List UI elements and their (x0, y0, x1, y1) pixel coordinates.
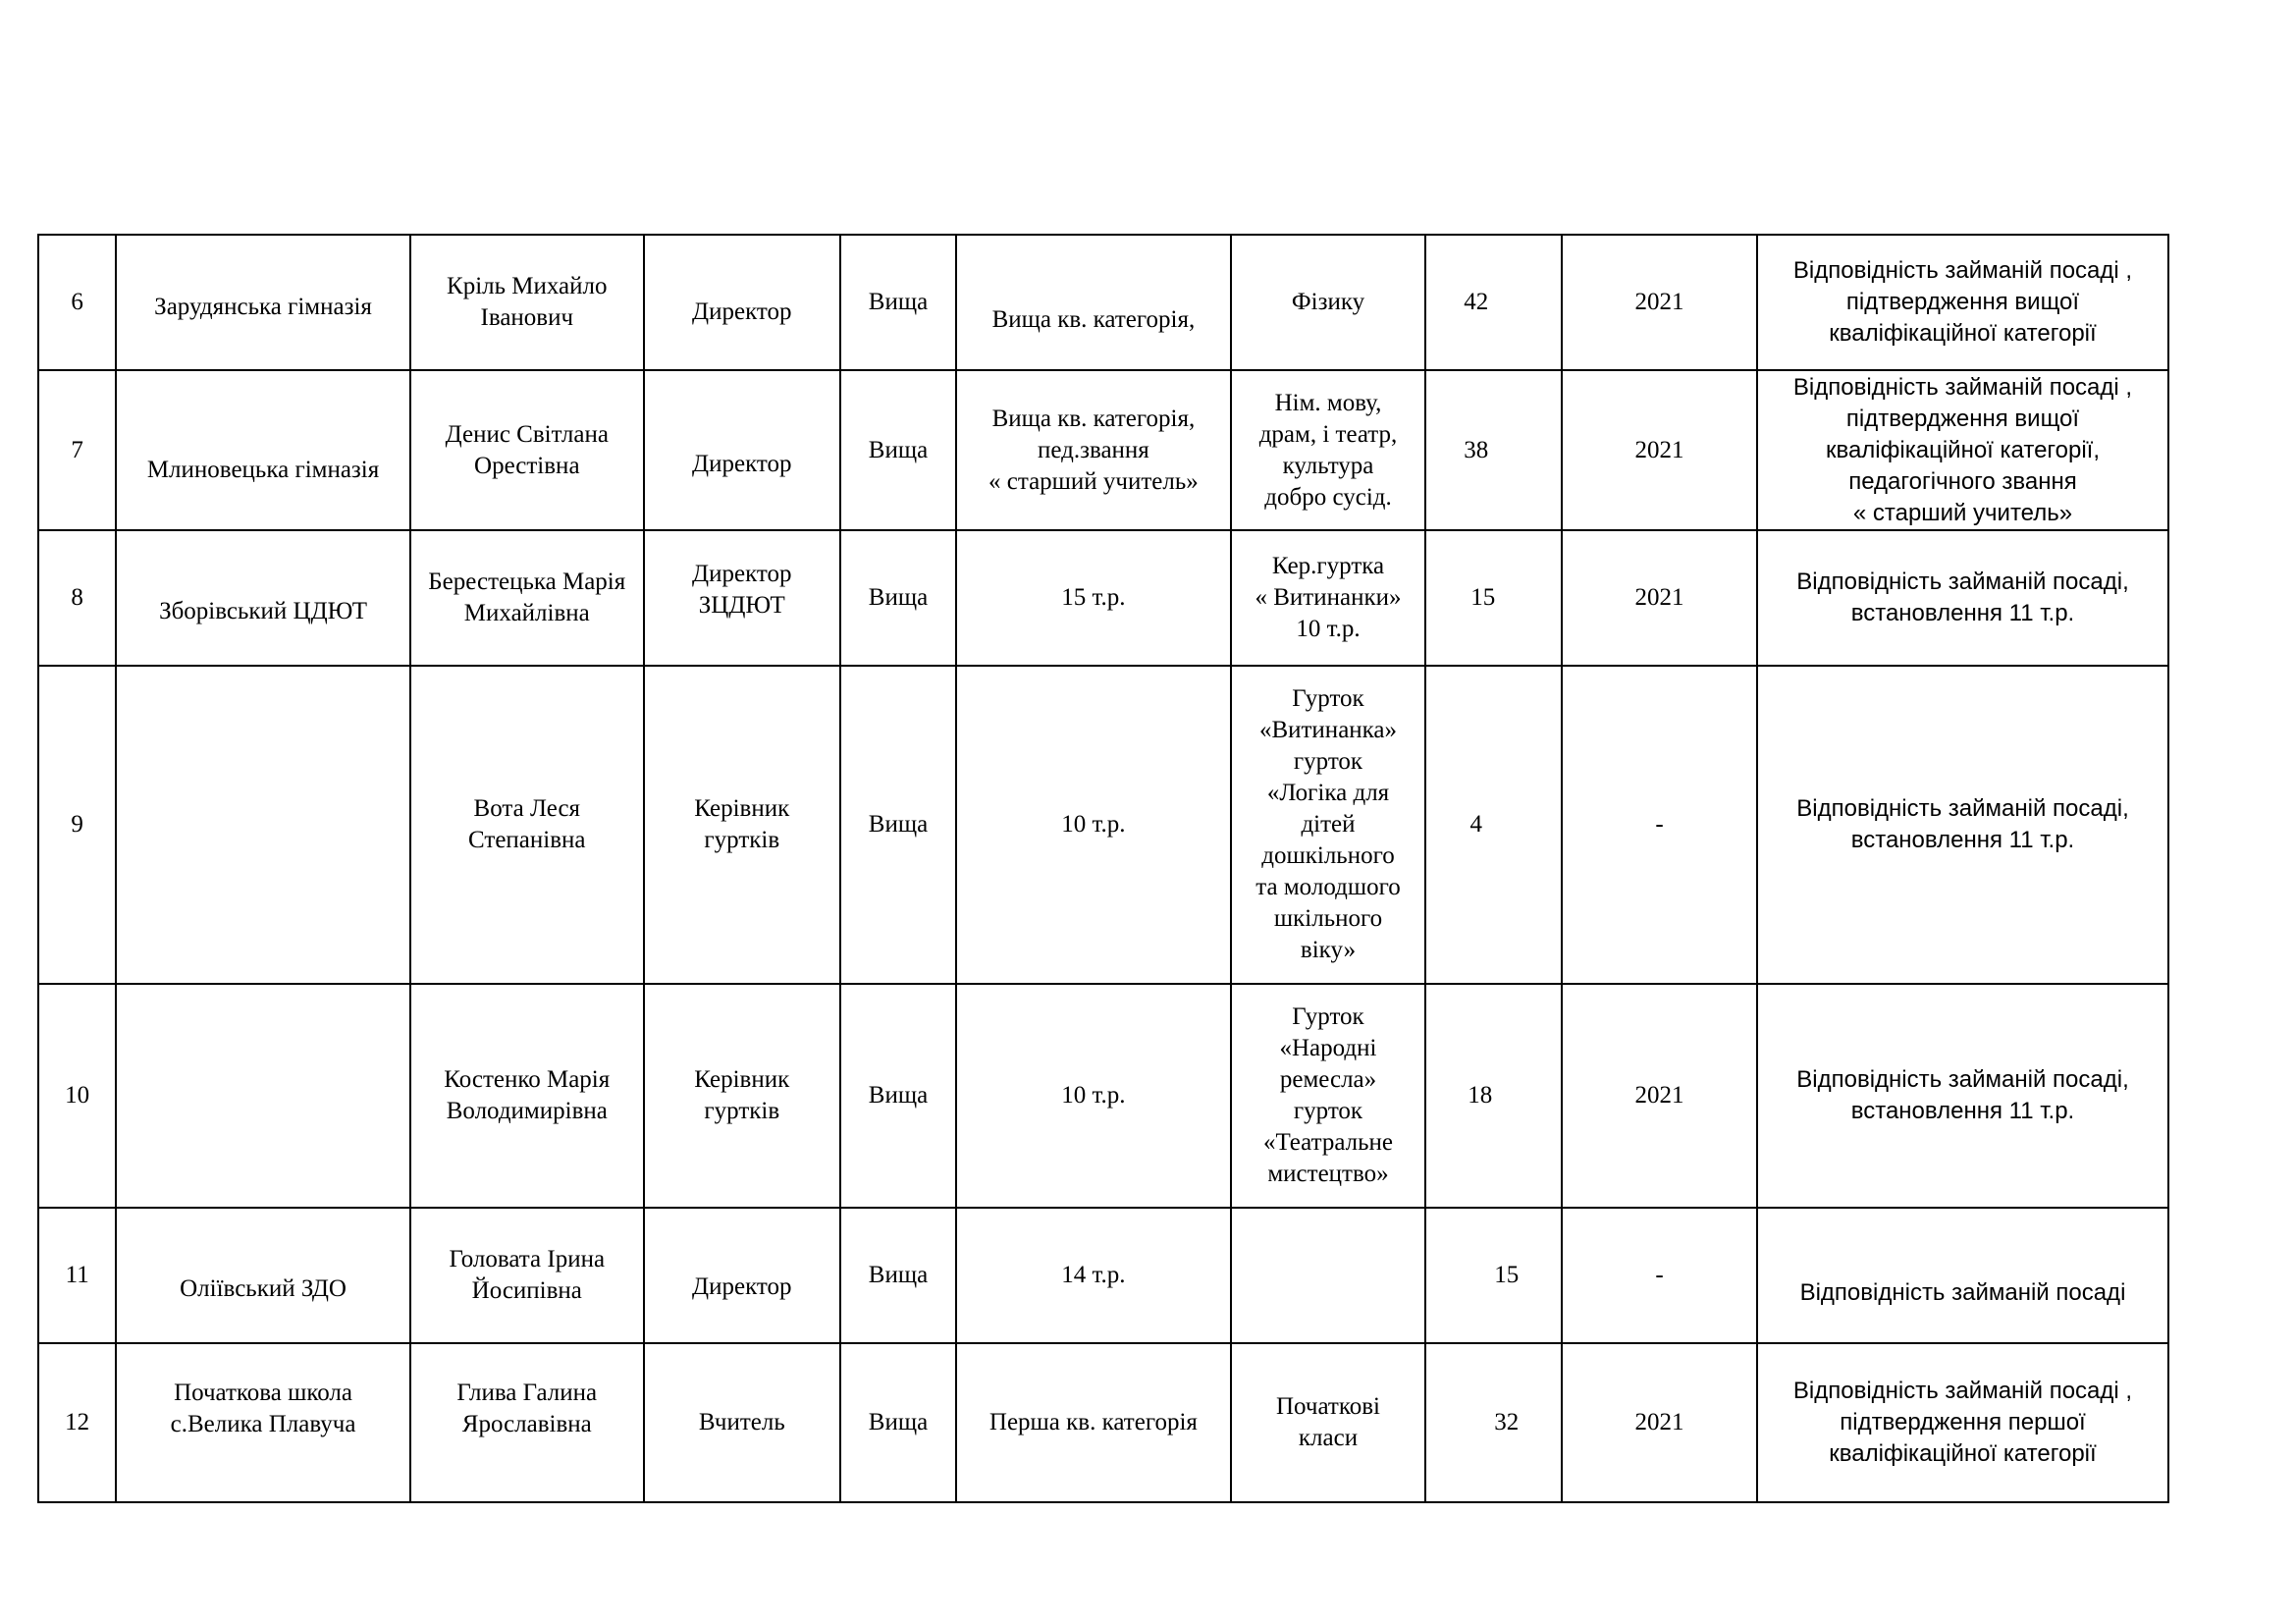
decision-line: підтвердження першої (1840, 1409, 2086, 1435)
subject-line: гурток (1293, 1098, 1363, 1124)
subject-line: гурток (1293, 748, 1363, 775)
category-cell: Перша кв. категорія (956, 1343, 1230, 1502)
category-cell (956, 370, 1230, 530)
decision-line: підтвердження вищої (1845, 289, 2080, 315)
name-cell: Кріль Михайло Іванович (410, 235, 644, 370)
category-line: Вища кв. категорія, (991, 405, 1196, 432)
row-number: 6 (38, 235, 116, 370)
experience-cell: 4 (1425, 666, 1562, 984)
subject-line: шкільного (1273, 905, 1383, 932)
subject-line: культура (1282, 452, 1374, 479)
education-cell: Вища (840, 984, 957, 1208)
position-cell: Директор (644, 370, 840, 530)
name-cell: Денис Світлана Орестівна (410, 370, 644, 530)
decision-cell (1757, 1343, 2168, 1502)
subject-cell: Фізику (1231, 235, 1426, 370)
decision-line: кваліфікаційної категорії, (1825, 436, 2101, 463)
subject-line: Нім. мову, (1274, 389, 1382, 416)
subject-cell (1231, 370, 1426, 530)
subject-line: «Театральне (1262, 1129, 1394, 1156)
table-row (38, 530, 2168, 666)
subject-line: « Витинанки» (1255, 584, 1402, 611)
decision-line: підтвердження вищої (1845, 405, 2080, 432)
subject-line: «Логіка для (1266, 780, 1390, 806)
name-cell: Вота Леся Степанівна (410, 666, 644, 984)
year-cell: 2021 (1562, 235, 1757, 370)
subject-line: 10 т.р. (1296, 616, 1361, 642)
year-cell: 2021 (1562, 370, 1757, 530)
row-number: 8 (38, 530, 116, 666)
table-row (38, 1208, 2168, 1343)
row-number: 10 (38, 984, 116, 1208)
position-cell: Вчитель (644, 1343, 840, 1502)
subject-line: «Народні (1279, 1035, 1377, 1061)
table-row (38, 1343, 2168, 1502)
institution-cell (116, 666, 409, 984)
year-cell: - (1562, 1208, 1757, 1343)
decision-cell (1757, 1208, 2168, 1343)
decision-line: Відповідність займаній посаді , (1792, 1378, 2133, 1404)
category-cell: 14 т.р. (956, 1208, 1230, 1343)
experience-cell: 42 (1425, 235, 1562, 370)
subject-line: та молодшого (1255, 874, 1401, 900)
year-cell: 2021 (1562, 1343, 1757, 1502)
position-cell: Керівник гуртків (644, 984, 840, 1208)
subject-line: дошкільного (1261, 842, 1395, 869)
education-cell: Вища (840, 666, 957, 984)
subject-line: Гурток (1292, 685, 1364, 712)
position-cell: Керівник гуртків (644, 666, 840, 984)
name-cell: Головата Ірина Йосипівна (410, 1208, 644, 1343)
subject-line: добро сусід. (1264, 483, 1392, 511)
decision-line: встановлення 11 т.р. (1850, 1098, 2075, 1124)
row-number: 9 (38, 666, 116, 984)
decision-line: Відповідність займаній посаді , (1792, 257, 2133, 284)
category-cell: 15 т.р. (956, 530, 1230, 666)
subject-line: віку» (1300, 937, 1357, 963)
education-cell: Вища (840, 1208, 957, 1343)
education-cell: Вища (840, 235, 957, 370)
institution-cell: Зарудянська гімназія (116, 235, 409, 370)
category-cell: 10 т.р. (956, 666, 1230, 984)
institution-cell (116, 984, 409, 1208)
table-row (38, 370, 2168, 530)
decision-cell (1757, 370, 2168, 530)
education-cell: Вища (840, 1343, 957, 1502)
year-cell: 2021 (1562, 984, 1757, 1208)
decision-line: кваліфікаційної категорії (1829, 320, 2097, 347)
subject-line: драм, і театр, (1258, 420, 1398, 448)
subject-line: дітей (1301, 811, 1356, 838)
position-cell: Директор (644, 1208, 840, 1343)
name-cell: Берестецька Марія Михайлівна (410, 530, 644, 666)
subject-cell (1231, 666, 1426, 984)
institution-cell: Зборівський ЦДЮТ (116, 530, 409, 666)
table-row (38, 984, 2168, 1208)
experience-cell: 32 (1425, 1343, 1562, 1502)
decision-line: Відповідність займаній посаді (1799, 1279, 2126, 1306)
subject-line: «Витинанка» (1258, 717, 1398, 743)
education-cell: Вища (840, 530, 957, 666)
decision-cell (1757, 235, 2168, 370)
row-number: 11 (38, 1208, 116, 1343)
decision-line: педагогічного звання (1848, 467, 2077, 495)
subject-cell (1231, 530, 1426, 666)
row-number: 7 (38, 370, 116, 530)
subject-line: ремесла» (1279, 1066, 1377, 1093)
decision-cell (1757, 530, 2168, 666)
decision-line: кваліфікаційної категорії (1829, 1440, 2097, 1467)
category-line: пед.звання (1037, 436, 1149, 463)
experience-cell: 15 (1425, 1208, 1562, 1343)
experience-cell: 18 (1425, 984, 1562, 1208)
subject-cell: Початкові класи (1231, 1343, 1426, 1502)
subject-line: мистецтво» (1267, 1161, 1389, 1187)
name-cell: Костенко Марія Володимирівна (410, 984, 644, 1208)
category-cell: 10 т.р. (956, 984, 1230, 1208)
row-number: 12 (38, 1343, 116, 1502)
position-cell: Директор (644, 235, 840, 370)
position-line: ЗЦДЮТ (698, 592, 785, 619)
institution-cell: Оліївський ЗДО (116, 1208, 409, 1343)
decision-line: « старший учитель» (1852, 499, 2073, 526)
category-cell: Вища кв. категорія, (956, 235, 1230, 370)
table-row (38, 235, 2168, 370)
decision-cell (1757, 984, 2168, 1208)
experience-cell: 38 (1425, 370, 1562, 530)
decision-cell (1757, 666, 2168, 984)
decision-line: Відповідність займаній посаді, (1796, 795, 2129, 822)
experience-cell: 15 (1425, 530, 1562, 666)
staff-attestation-table (37, 234, 2169, 1503)
decision-line: встановлення 11 т.р. (1850, 600, 2075, 626)
institution-cell: Млиновецька гімназія (116, 370, 409, 530)
year-cell: - (1562, 666, 1757, 984)
decision-line: встановлення 11 т.р. (1850, 827, 2075, 853)
year-cell: 2021 (1562, 530, 1757, 666)
institution-cell: Початкова школа с.Велика Плавуча (116, 1343, 409, 1502)
subject-line: Гурток (1292, 1003, 1364, 1030)
name-cell: Глива Галина Ярославівна (410, 1343, 644, 1502)
decision-line: Відповідність займаній посаді, (1796, 568, 2129, 595)
position-line: Директор (692, 561, 792, 587)
subject-line: Кер.гуртка (1271, 553, 1385, 579)
decision-line: Відповідність займаній посаді , (1792, 373, 2133, 401)
subject-cell (1231, 1208, 1426, 1343)
category-line: « старший учитель» (988, 467, 1199, 495)
education-cell: Вища (840, 370, 957, 530)
table-row (38, 666, 2168, 984)
decision-line: Відповідність займаній посаді, (1796, 1066, 2129, 1093)
position-cell (644, 530, 840, 666)
subject-cell (1231, 984, 1426, 1208)
